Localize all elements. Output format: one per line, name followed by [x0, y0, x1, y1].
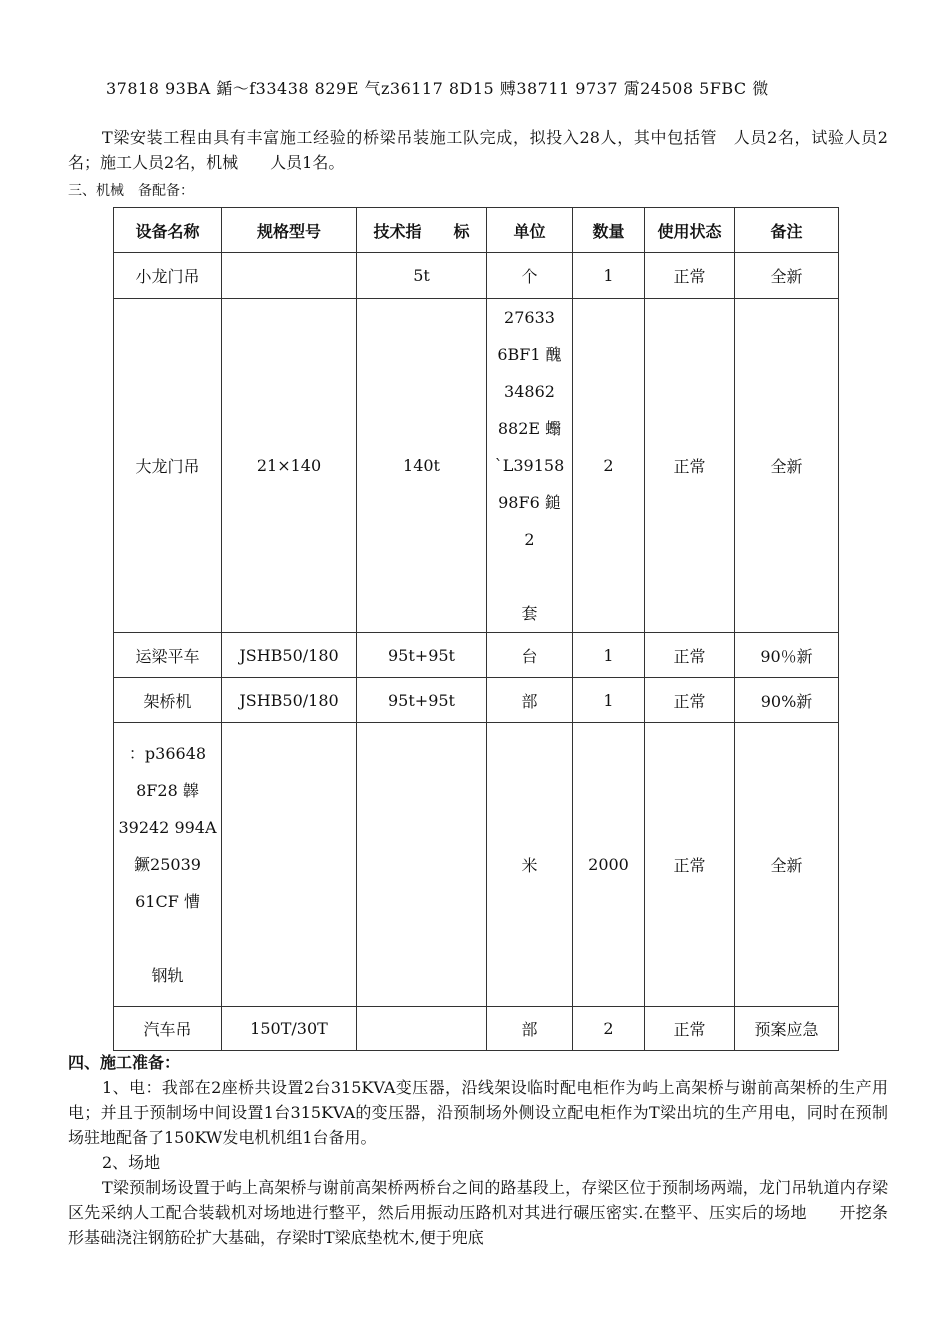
cell-note: 全新 — [735, 299, 839, 633]
table-row — [114, 723, 839, 1007]
unit-line: 98F6 鎚 — [498, 493, 561, 512]
cell-note: 90％新 — [735, 633, 839, 678]
unit-line — [487, 558, 572, 595]
name-line: 61CF 慒 — [135, 892, 200, 911]
cell-status: 正常 — [645, 723, 735, 1007]
cell-tech: 140t — [357, 299, 487, 633]
unit-line: 34862 — [504, 382, 555, 401]
cell-qty: 2 — [573, 1007, 645, 1051]
header-note: 备注 — [735, 208, 839, 253]
section-3-heading: 三、机械 备配备： — [68, 183, 194, 199]
header-spec: 规格型号 — [222, 208, 357, 253]
name-line: 鐝25039 — [134, 855, 201, 874]
header-status: 使用状态 — [645, 208, 735, 253]
cell-tech: 95t+95t — [357, 633, 487, 678]
header-qty: 数量 — [573, 208, 645, 253]
cell-unit — [487, 299, 573, 633]
section-4-heading: 四、施工准备： — [68, 1053, 181, 1072]
cell-name: 小龙门吊 — [114, 253, 222, 299]
cell-note: 90%新 — [735, 678, 839, 723]
cell-tech: 95t+95t — [357, 678, 487, 723]
cell-qty: 1 — [573, 633, 645, 678]
cell-qty: 2000 — [573, 723, 645, 1007]
cell-qty: 2 — [573, 299, 645, 633]
table-row — [114, 678, 839, 723]
table-row — [114, 253, 839, 299]
cell-spec: JSHB50/180 — [222, 678, 357, 723]
header-tech: 技术指 标 — [357, 208, 487, 253]
item-2-title: 2、场地 — [102, 1153, 161, 1172]
cell-note: 全新 — [735, 253, 839, 299]
cell-status: 正常 — [645, 1007, 735, 1051]
cell-spec: 150T/30T — [222, 1007, 357, 1051]
cell-spec: 21×140 — [222, 299, 357, 633]
name-line — [114, 920, 221, 957]
table-row — [114, 299, 839, 633]
intro-paragraph: T梁安装工程由具有丰富施工经验的桥梁吊装施工队完成，拟投入28人，其中包括管 人员2名，试验人员2名；施工人员2名，机械 人员1名。 — [68, 128, 888, 172]
cell-status: 正常 — [645, 678, 735, 723]
cell-unit: 米 — [487, 723, 573, 1007]
cell-name — [114, 723, 222, 1007]
table-header-row — [114, 208, 839, 253]
cell-unit: 台 — [487, 633, 573, 678]
cell-spec — [222, 723, 357, 1007]
unit-line: 套 — [521, 604, 538, 623]
cell-unit: 个 — [487, 253, 573, 299]
header-unit: 单位 — [487, 208, 573, 253]
cell-status: 正常 — [645, 299, 735, 633]
cell-note: 全新 — [735, 723, 839, 1007]
cell-name: 运梁平车 — [114, 633, 222, 678]
cell-status: 正常 — [645, 253, 735, 299]
cell-tech: 5t — [357, 253, 487, 299]
unit-line: 882E 蠮 — [497, 419, 562, 438]
top-line-text: 37818 93BA 鍎～f33438 829E 气z36117 8D15 赙38711 9737 霌24508 5FBC 微 — [106, 79, 769, 98]
cell-qty: 1 — [573, 678, 645, 723]
cell-status: 正常 — [645, 633, 735, 678]
unit-line: 2 — [524, 530, 535, 549]
header-name: 设备名称 — [114, 208, 222, 253]
equipment-table — [113, 207, 839, 1051]
item-2-paragraph: T梁预制场设置于屿上高架桥与谢前高架桥两桥台之间的路基段上，存梁区位于预制场两端，龙门吊轨道内存梁区先采纳人工配合装载机对场地进行整平，然后用振动压路机对其进行碾压密实.在整平、压实后的场地 开挖条形基础浇注钢筋砼扩大基础，存梁时T梁底垫枕木,便于兜底 — [68, 1178, 888, 1247]
name-line: 39242 994A — [118, 818, 217, 837]
name-line: ：p36648 — [128, 744, 207, 763]
cell-unit: 部 — [487, 678, 573, 723]
cell-tech — [357, 723, 487, 1007]
unit-line: `L39158 — [494, 456, 565, 475]
name-line: 8F28 韟 — [136, 781, 199, 800]
unit-line: 27633 — [504, 308, 555, 327]
cell-qty: 1 — [573, 253, 645, 299]
cell-unit: 部 — [487, 1007, 573, 1051]
item-1-paragraph: 1、电：我部在2座桥共设置2台315KVA变压器，沿线架设临时配电柜作为屿上高架桥与谢前高架桥的生产用电；并且于预制场中间设置1台315KVA的变压器，沿预制场外侧设立配电柜作为T梁出坑的生产用电，同时在预制场驻地配备了150KW发电机机组1台备用。 — [68, 1078, 888, 1147]
unit-line: 6BF1 醜 — [497, 345, 562, 364]
cell-spec: JSHB50/180 — [222, 633, 357, 678]
cell-tech — [357, 1007, 487, 1051]
cell-name: 架桥机 — [114, 678, 222, 723]
name-line: 钢轨 — [151, 966, 184, 985]
cell-note: 预案应急 — [735, 1007, 839, 1051]
cell-spec — [222, 253, 357, 299]
cell-name: 大龙门吊 — [114, 299, 222, 633]
cell-name: 汽车吊 — [114, 1007, 222, 1051]
table-row — [114, 1007, 839, 1051]
table-row — [114, 633, 839, 678]
